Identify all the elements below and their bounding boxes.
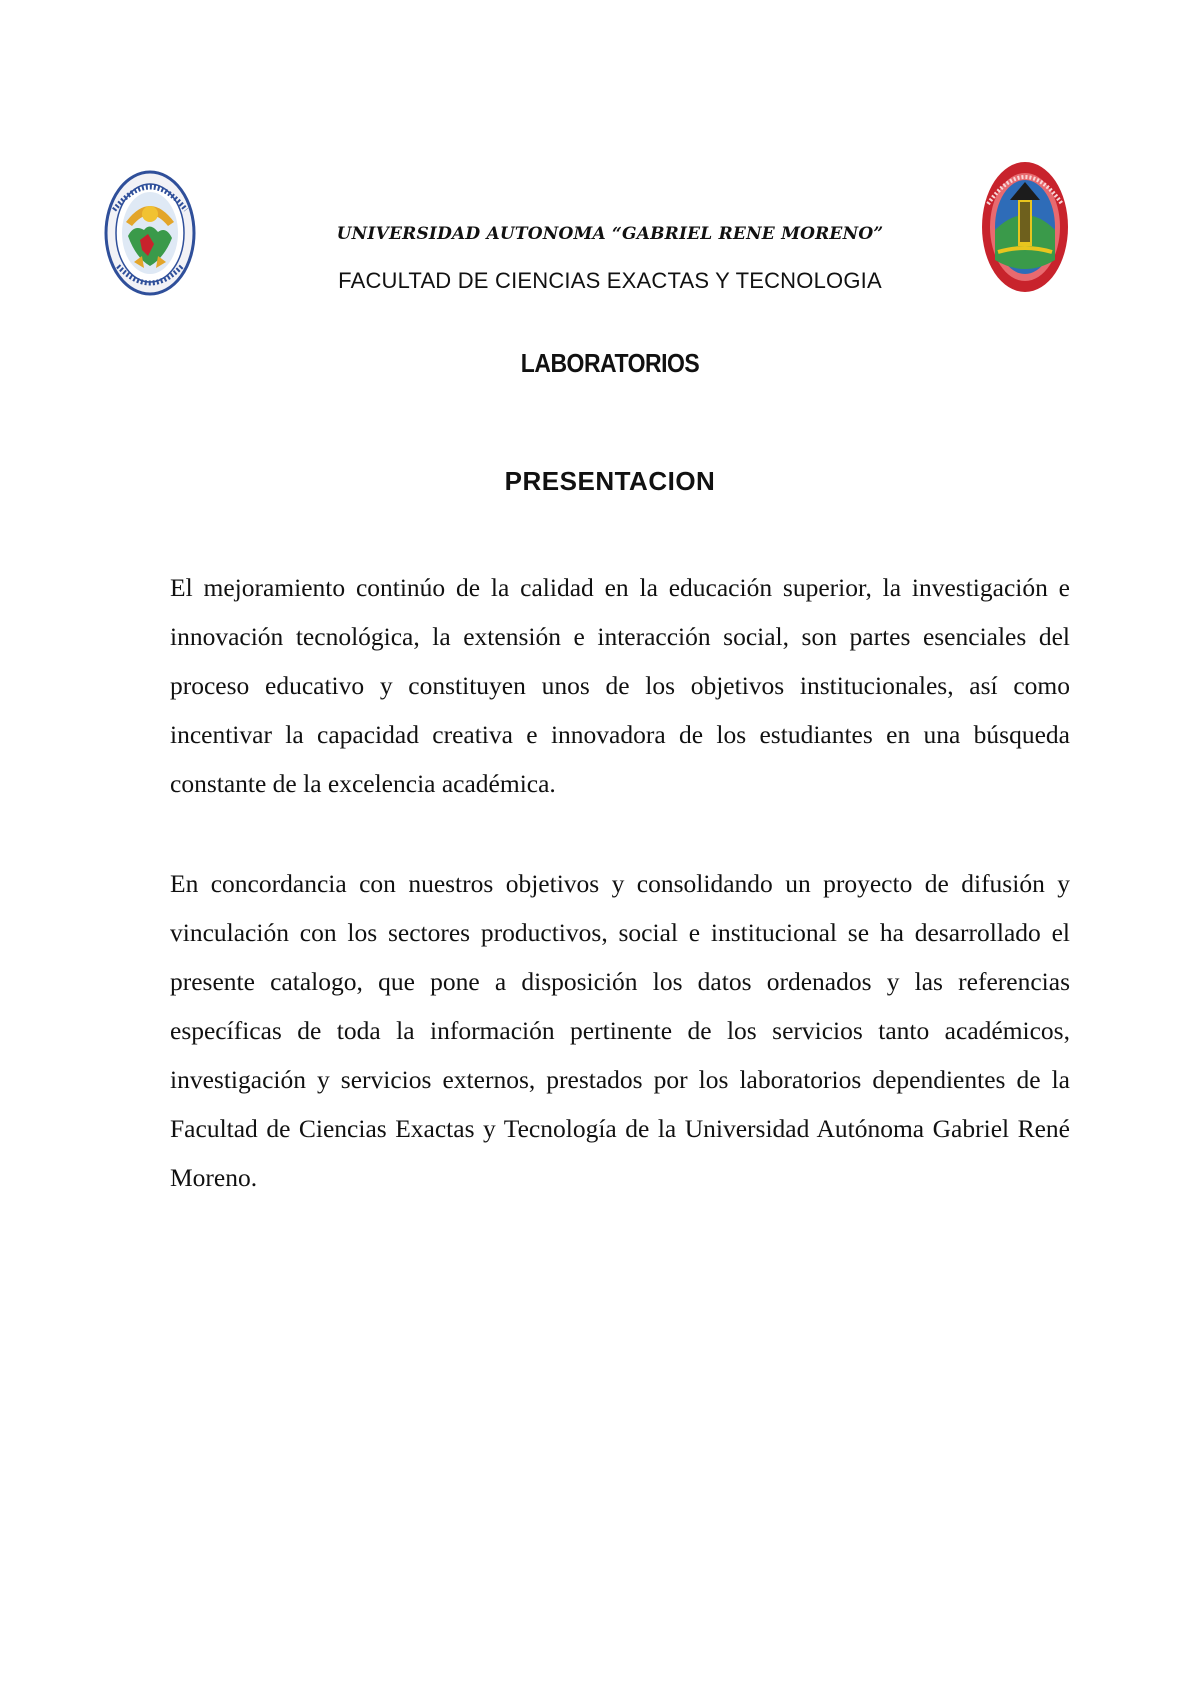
section-label: LABORATORIOS: [520, 348, 700, 378]
university-name: UNIVERSIDAD AUTONOMA “GABRIEL RENE MORENO”: [336, 224, 884, 244]
university-seal-icon: [104, 170, 196, 296]
catalog-paragraph: En concordancia con nuestros objetivos y consolidando un proyecto de difusión y vinculación con los sectores productivos, social e institucional se ha desarrollado el presente catalogo, que pone a disposición los datos ordenados y las referencias específicas de toda la información pertinente de los servicios tanto académicos, investigación y servicios externos, prestados por los laboratorios dependientes de la Facultad de Ciencias Exactas y Tecnología de la Universidad Autónoma Gabriel René Moreno.: [170, 869, 1070, 1192]
intro-paragraph: El mejoramiento continúo de la calidad en la educación superior, la investigación e innovación tecnológica, la extensión e interacción social, son partes esenciales del proceso educativo y constituyen unos de los objetivos institucionales, así como incentivar la capacidad creativa e innovadora de los estudiantes en una búsqueda constante de la excelencia académica.: [170, 573, 1070, 798]
faculty-name: FACULTAD DE CIENCIAS EXACTAS Y TECNOLOGIA: [338, 268, 882, 293]
page-title: PRESENTACION: [504, 466, 716, 496]
faculty-seal-icon: [980, 160, 1070, 294]
